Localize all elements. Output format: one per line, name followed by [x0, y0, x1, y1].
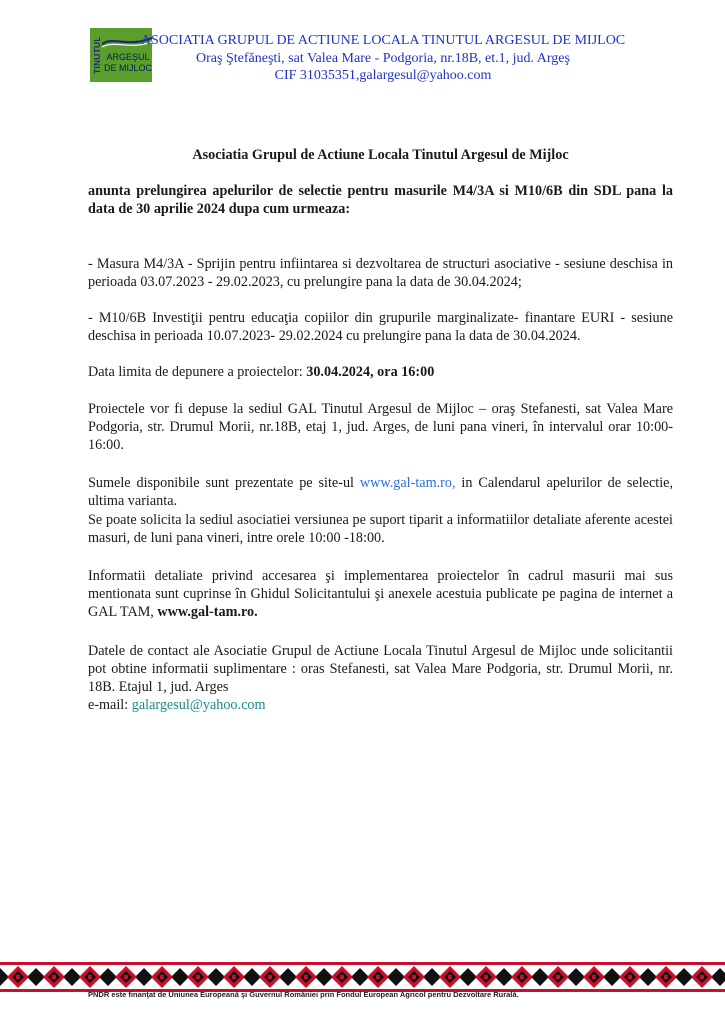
deadline-paragraph	[88, 363, 673, 381]
org-address: Oraş Ştefăneşti, sat Valea Mare - Podgoria, nr.18B, et.1, jud. Argeş	[196, 50, 570, 66]
announcement-body	[88, 146, 673, 714]
measure-m4-3a: - Masura M4/3A - Sprijin pentru infiintarea si dezvoltarea de structuri asociative - sesiune deschisa in perioada 03.07.2023 - 29.02.2023, cu prelungire pana la data de 30.04.2024;	[88, 255, 673, 290]
guide-link[interactable]: www.gal-tam.ro.	[157, 604, 258, 621]
document-subtitle: anunta prelungirea apelurilor de selectie pentru masurile M4/3A si M10/6B din SDL pana la data de 30 aprilie 2024 dupa cum urmeaza:	[88, 183, 673, 218]
logo-vertical-text: TINUTUL	[92, 36, 102, 74]
printed-info-paragraph: Se poate solicita la sediul asociatiei versiunea pe suport tiparit a informatiilor detaliate aferente acestei masuri, de luni pana vineri, intre orele 10:00 -18:00.	[88, 511, 673, 546]
footer-funding-text: PNDR este finanţat de Uniunea Europeană şi Guvernul României prin Fondul European Agricol pentru Dezvoltare Rurală.	[88, 990, 519, 999]
sums-paragraph: Sumele disponibile sunt prezentate pe site-ul www.gal-tam.ro, in Calendarul apelurilor de selectie, ultima varianta.	[88, 475, 673, 510]
email-label: e-mail:	[88, 697, 132, 714]
document-title: Asociatia Grupul de Actiune Locala Tinutul Argesul de Mijloc	[192, 147, 569, 163]
submission-paragraph: Proiectele vor fi depuse la sediul GAL Tinutul Argesul de Mijloc – oraş Stefanesti, sat Valea Mare Podgoria, str. Drumul Morii, nr.18B, etaj 1, jud. Arges, de luni pana vineri, în intervalul orar 10:00-16:00.	[88, 400, 673, 454]
org-name: ASOCIATIA GRUPUL DE ACTIUNE LOCALA TINUTUL ARGESUL DE MIJLOC	[140, 33, 626, 48]
email-line	[88, 696, 673, 714]
header-org-info	[118, 32, 648, 85]
folk-pattern-border	[0, 962, 725, 992]
logo-name: ARGEŞUL DE MIJLOC	[104, 52, 152, 73]
org-cif-email: CIF 31035351,galargesul@yahoo.com	[274, 68, 492, 83]
measure-m10-6b: - M10/6B Investiţii pentru educaţia copiilor din grupurile marginalizate- finantare EURI - sesiune deschisa in perioada 10.07.2023- 29.02.2024 cu prelungire pana la data de 30.04.2024.	[88, 310, 673, 345]
deadline-value: 30.04.2024, ora 16:00	[306, 364, 435, 381]
footer-funding	[88, 990, 688, 1000]
deadline-label: Data limita de depunere a proiectelor:	[88, 364, 307, 381]
email-link[interactable]: galargesul@yahoo.com	[131, 697, 266, 714]
site-link[interactable]: www.gal-tam.ro,	[359, 475, 456, 492]
guide-paragraph: Informatii detaliate privind accesarea şi implementarea proiectelor în cadrul masurii mai sus mentionata sunt cuprinse în Ghidul Solicitantului şi anexele acestuia publicate pe pagina de internet a GAL TAM, www.gal-tam.ro.	[88, 568, 673, 621]
contact-paragraph: Datele de contact ale Asociatie Grupul de Actiune Locala Tinutul Argesul de Mijloc unde solicitantii pot obtine informatii suplimentare : oras Stefanesti, sat Valea Mare Podgoria, str. Drumul Morii, nr. 18B. Etajul 1, jud. Arges	[88, 642, 673, 696]
